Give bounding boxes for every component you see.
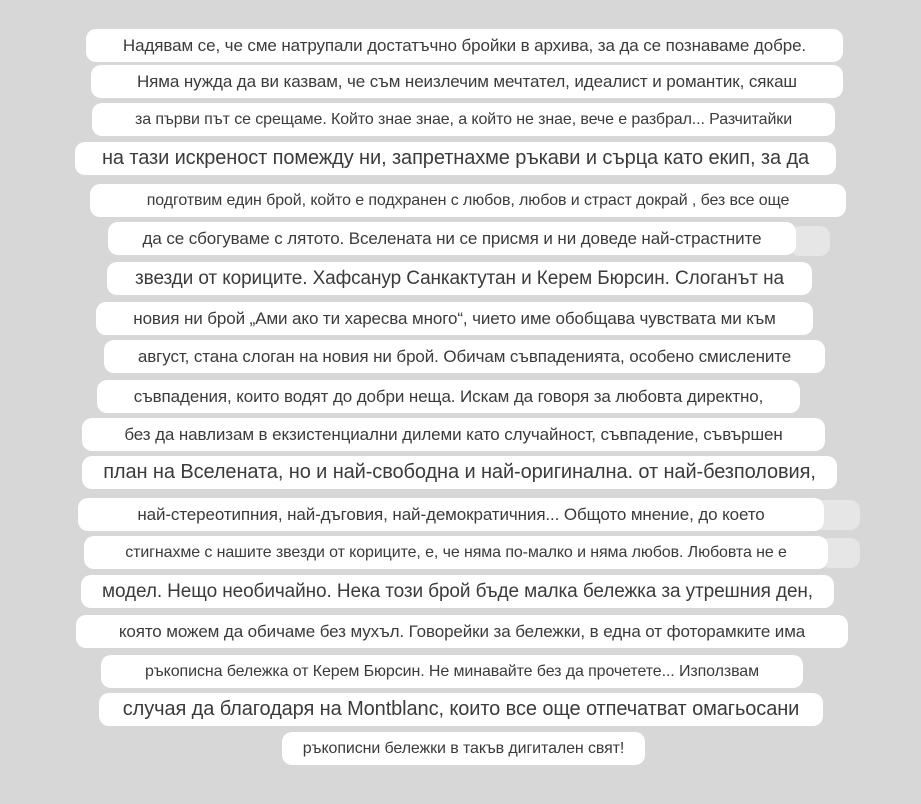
text-line-4: на тази искреност помежду ни, запретнахме ръкави и сърца като екип, за да bbox=[75, 142, 836, 175]
text-line-13: най-стереотипния, най-дъговия, най-демократичния... Общото мнение, до което bbox=[78, 498, 824, 531]
text-line-2: Няма нужда да ви казвам, че съм неизлечим мечтател, идеалист и романтик, сякаш bbox=[91, 65, 843, 98]
text-line-15: модел. Нещо необичайно. Нека този брой бъде малка бележка за утрешния ден, bbox=[81, 575, 834, 608]
text-line-8: новия ни брой „Ами ако ти харесва много“, чието име обобщава чувствата ми към bbox=[96, 302, 813, 335]
text-line-5: подготвим един брой, който е подхранен с любов, любов и страст докрай , без все още bbox=[90, 184, 846, 217]
text-line-12: план на Вселената, но и най-свободна и най-оригинална. от най-безполовия, bbox=[82, 456, 837, 489]
text-line-3: за първи път се срещаме. Който знае знае, а който не знае, вече е разбрал... Разчитайки bbox=[92, 103, 835, 136]
text-line-17: ръкописна бележка от Керем Бюрсин. Не минавайте без да прочетете... Използвам bbox=[101, 655, 803, 688]
text-line-19: ръкописни бележки в такъв дигитален свят! bbox=[282, 732, 645, 765]
ghost-highlight bbox=[790, 226, 830, 256]
text-line-7: звезди от кориците. Хафсанур Санкактутан и Керем Бюрсин. Слоганът на bbox=[107, 262, 812, 295]
text-line-10: съвпадения, които водят до добри неща. Искам да говоря за любовта директно, bbox=[97, 380, 800, 413]
text-line-6: да се сбогуваме с лятото. Вселената ни се присмя и ни доведе най-страстните bbox=[108, 222, 796, 255]
text-line-1: Надявам се, че сме натрупали достатъчно бройки в архива, за да се познаваме добре. bbox=[86, 29, 843, 62]
text-line-11: без да навлизам в екзистенциални дилеми като случайност, съвпадение, съвършен bbox=[82, 418, 825, 451]
text-line-18: случая да благодаря на Montblanc, които все още отпечатват омагьосани bbox=[99, 693, 823, 726]
text-line-16: която можем да обичаме без мухъл. Говорейки за бележки, в една от фоторамките има bbox=[76, 615, 848, 648]
text-line-14: стигнахме с нашите звезди от кориците, е, че няма по-малко и няма любов. Любовта не е bbox=[84, 536, 828, 569]
text-line-9: август, стана слоган на новия ни брой. Обичам съвпаденията, особено смислените bbox=[104, 340, 825, 373]
